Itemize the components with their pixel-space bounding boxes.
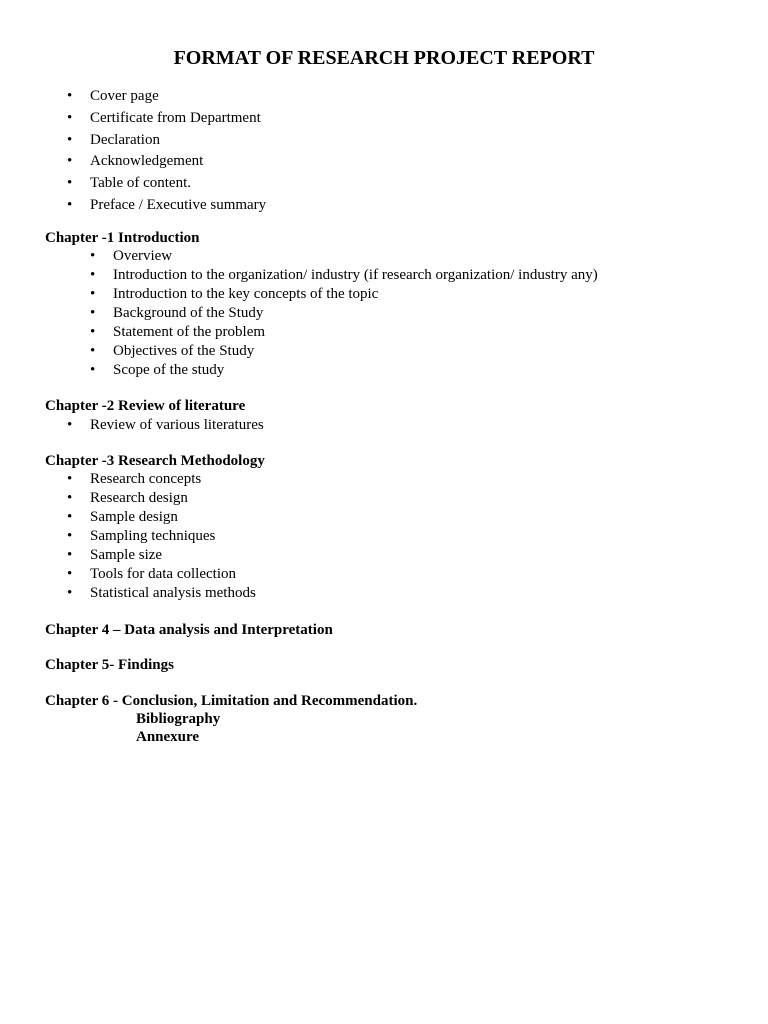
chapter-2-heading: Chapter -2 Review of literature [45, 398, 246, 414]
list-item: • Certificate from Department [67, 108, 266, 130]
list-item: • Statistical analysis methods [67, 584, 256, 603]
chapter-5-heading: Chapter 5- Findings [45, 657, 174, 673]
document-title: FORMAT OF RESEARCH PROJECT REPORT [173, 47, 595, 69]
list-item: • Table of content. [67, 173, 266, 195]
list-item: • Overview [90, 247, 598, 266]
chapter-4-heading: Chapter 4 – Data analysis and Interpretation [45, 622, 333, 638]
list-item: • Introduction to the key concepts of the topic [90, 285, 598, 304]
bibliography-label: Bibliography [136, 711, 221, 727]
chapter-2-list [67, 416, 264, 435]
list-item: • Background of the Study [90, 304, 598, 323]
list-item: • Sample size [67, 546, 256, 565]
list-item: • Research design [67, 489, 256, 508]
list-item: • Objectives of the Study [90, 342, 598, 361]
chapter-6-heading: Chapter 6 - Conclusion, Limitation and Recommendation. [45, 693, 418, 709]
chapter-3-heading: Chapter -3 Research Methodology [45, 453, 265, 469]
list-item: • Statement of the problem [90, 323, 598, 342]
list-item: • Review of various literatures [67, 416, 264, 435]
list-item: • Cover page [67, 86, 266, 108]
annexure-label: Annexure [136, 729, 200, 745]
list-item: • Preface / Executive summary [67, 195, 266, 217]
chapter-3-list [67, 470, 256, 603]
list-item: • Research concepts [67, 470, 256, 489]
front-matter-list [67, 86, 266, 217]
list-item: • Sample design [67, 508, 256, 527]
list-item: • Scope of the study [90, 361, 598, 380]
chapter-1-heading: Chapter -1 Introduction [45, 230, 200, 246]
list-item: • Sampling techniques [67, 527, 256, 546]
list-item: • Tools for data collection [67, 565, 256, 584]
list-item: • Declaration [67, 130, 266, 152]
list-item: • Introduction to the organization/ industry (if research organization/ industry any) [90, 266, 598, 285]
list-item: • Acknowledgement [67, 151, 266, 173]
chapter-1-list [90, 247, 598, 380]
